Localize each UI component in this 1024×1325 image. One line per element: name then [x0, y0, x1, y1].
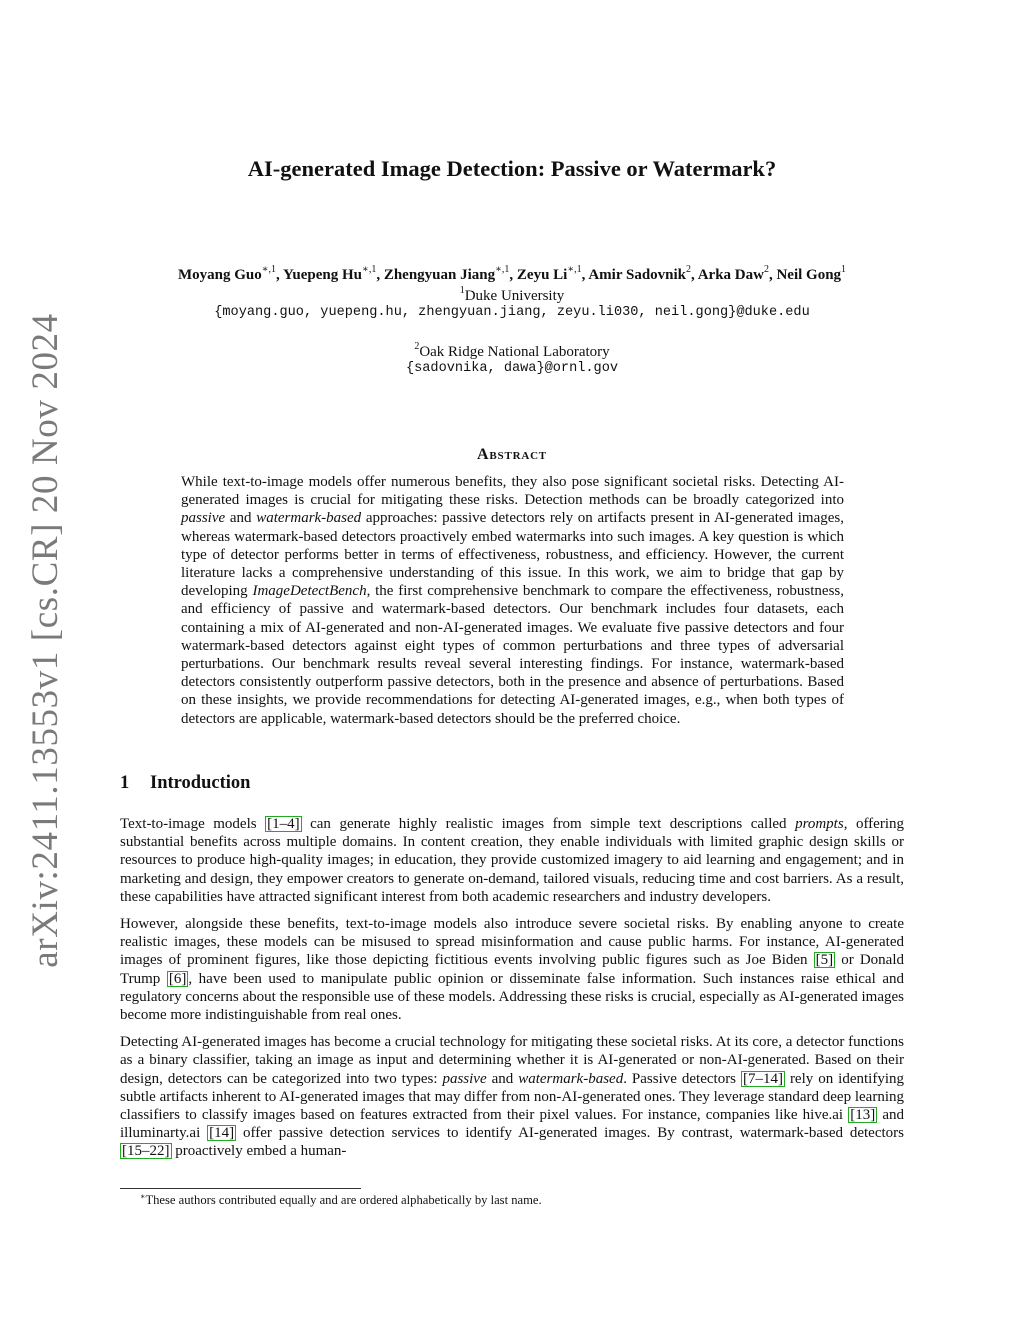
- author: Arka Daw$^2$,: [697, 264, 777, 283]
- section-title: Introduction: [150, 773, 251, 793]
- paragraph: [120, 915, 904, 1024]
- text-run: , have been used to manipulate public opinion or disseminate false information. Such instances raise ethical and regulatory concerns about the responsible use of these models. Addressing these risks is crucial, especially as AI-generated images become more indistinguishable from real ones.: [120, 970, 904, 1024]
- footnote: ∗These authors contributed equally and are ordered alphabetically by last name.: [140, 1192, 542, 1208]
- citation-link[interactable]: [7–14]: [742, 1070, 783, 1087]
- text-run: approaches: passive detectors rely on artifacts present in AI-generated images, whereas watermark-based detectors proactively embed watermarks into such images. A key question is which type of detector performs better in terms of effectiveness, robustness, and efficiency. However, the current literature lacks a comprehensive understanding of this issue. In this work, we aim to bridge that gap by developing: [181, 510, 844, 600]
- arxiv-side-stamp: [14, 312, 76, 968]
- citation-link[interactable]: [14]: [209, 1125, 235, 1142]
- emphasis-text: watermark-based: [256, 510, 362, 527]
- emphasis-text: ImageDetectBench: [252, 583, 367, 600]
- citation-link[interactable]: [15–22]: [122, 1143, 170, 1160]
- author: Neil Gong$^1$: [776, 264, 847, 283]
- abstract-heading: Abstract: [477, 446, 547, 463]
- paper-title: AI-generated Image Detection: Passive or Watermark?: [247, 156, 777, 181]
- author: Zhengyuan Jiang$^{∗,1}$,: [383, 264, 517, 283]
- author: Moyang Guo$^{∗,1}$,: [177, 264, 283, 283]
- text-run: and: [486, 1070, 519, 1087]
- arxiv-identifier: arXiv:2411.13553v1 [cs.CR] 20 Nov 2024: [24, 312, 66, 968]
- emphasis-text: passive: [442, 1070, 487, 1087]
- text-run: rely on identifying subtle artifacts inherent to AI-generated images that may differ from non-AI-generated ones. They leverage standard deep learning classifiers to classify images based on features extracted from their pixel values. For instance, companies like hive.ai: [120, 1070, 904, 1124]
- author-list: [0, 265, 1024, 284]
- section-number: 1: [120, 773, 130, 793]
- text-run: , the first comprehensive benchmark to compare the effectiveness, robustness, and efficiency of passive and watermark-based detectors. Our benchmark includes four datasets, each containing a mix of AI-generated and non-AI-generated images. We evaluate five passive detectors and four watermark-based detectors against eight types of common perturbations and three types of adversarial perturbations. Our benchmark results reveal several interesting findings. For instance, watermark-based detectors consistently outperform passive detectors, both in the presence and absence of perturbations. Based on these insights, we provide recommendations for detecting AI-generated images, e.g., when both types of detectors are applicable, watermark-based detectors should be the preferred choice.: [181, 583, 844, 727]
- text-run: . Passive detectors: [623, 1070, 741, 1087]
- affiliation-ornl: $^2$Oak Ridge National Laboratory: [414, 341, 610, 360]
- citation-link[interactable]: [13]: [850, 1107, 876, 1124]
- email-list-duke: {moyang.guo, yuepeng.hu, zhengyuan.jiang, zeyu.li030, neil.gong}@duke.edu: [214, 305, 810, 320]
- paragraph: [120, 1033, 904, 1160]
- abstract-body: [181, 473, 844, 728]
- author: Amir Sadovnik$^2$,: [588, 264, 698, 283]
- author: Zeyu $Li^{∗,1}$,: [516, 264, 589, 283]
- text-run: offer passive detection services to identify AI-generated images. By contrast, watermark-based detectors: [236, 1125, 904, 1142]
- emphasis-text: prompts: [795, 816, 844, 832]
- emphasis-text: passive: [181, 510, 226, 527]
- text-run: or Donald Trump: [120, 952, 904, 987]
- text-run: proactively embed a human-: [171, 1143, 347, 1160]
- emphasis-text: watermark-based: [518, 1070, 624, 1087]
- email-list-ornl: {sadovnika, dawa}@ornl.gov: [405, 361, 619, 376]
- affiliation-duke: $^1$Duke University: [459, 285, 565, 304]
- footnote-divider: [120, 1188, 361, 1189]
- text-run: and: [225, 510, 257, 527]
- text-run: , offering substantial benefits across multiple domains. In content creation, they enable individuals with limited graphic design skills or resources to produce high-quality images; in education, they provide customized imagery to aid learning and engagement; and in marketing and design, they empower creators to generate on-demand, tailored visuals, reducing time and cost barriers. As a result, these capabilities have attracted significant interest from both academic researchers and industry developers.: [120, 816, 904, 905]
- text-run: While text-to-image models offer numerous benefits, they also pose significant societal risks. Detecting AI-generated images is crucial for mitigating these risks. Detection methods can be broadly categorized into: [181, 474, 844, 509]
- text-run: Detecting AI-generated images has become a crucial technology for mitigating these societal risks. At its core, a detector functions as a binary classifier, taking an image as input and determining whether it is AI-generated or non-AI-generated. Based on their design, detectors can be categorized into two types:: [120, 1034, 904, 1087]
- citation-link[interactable]: [1–4]: [267, 816, 300, 832]
- author: Yuepeng $Hu^{∗,1}$,: [282, 264, 384, 283]
- text-run: can generate highly realistic images from simple text descriptions called: [301, 816, 796, 832]
- citation-link[interactable]: [6]: [168, 970, 187, 987]
- section-heading: [120, 773, 250, 794]
- citation-link[interactable]: [5]: [815, 952, 834, 969]
- text-run: Text-to-image models: [120, 816, 266, 832]
- text-run: However, alongside these benefits, text-to-image models also introduce severe societal risks. By enabling anyone to create realistic images, these models can be misused to spread misinformation and cause public harms. For instance, AI-generated images of prominent figures, like those depicting fictitious events involving public figures such as Joe Biden: [120, 916, 904, 969]
- paragraph: [120, 815, 904, 906]
- introduction-body: [120, 815, 904, 1170]
- text-run: and illuminarty.ai: [120, 1107, 904, 1142]
